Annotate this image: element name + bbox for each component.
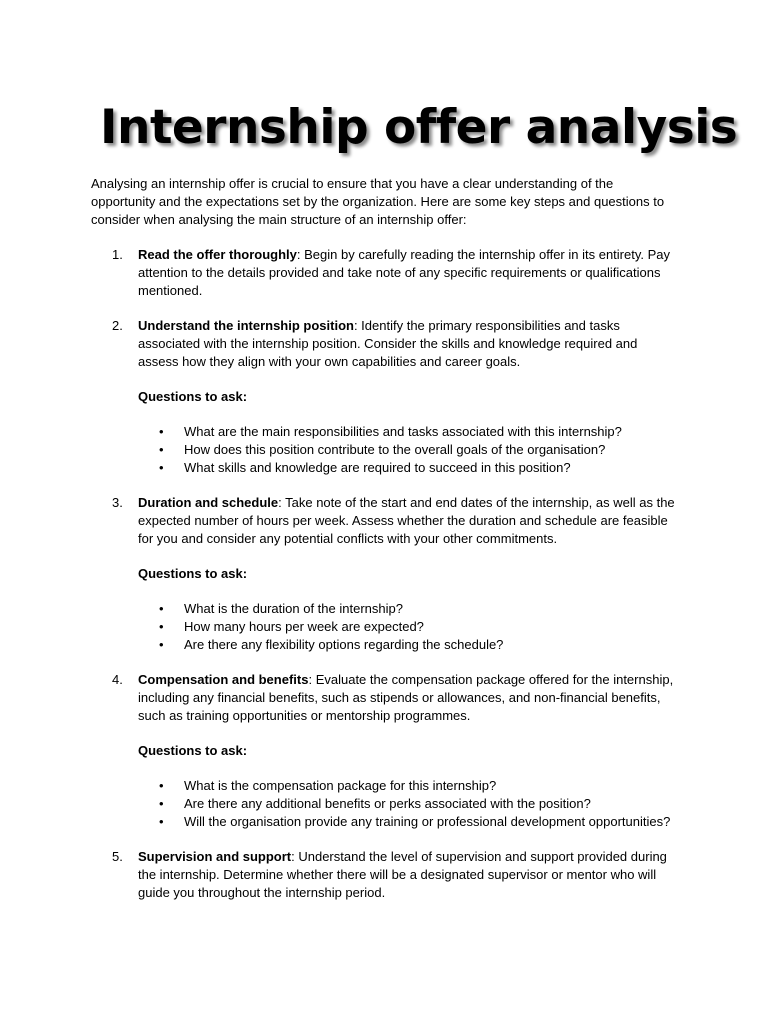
- question-text: How does this position contribute to the overall goals of the organisation?: [184, 442, 606, 457]
- question-item: [138, 813, 681, 831]
- step-item: [91, 246, 681, 300]
- step-title: Duration and schedule: [138, 495, 279, 510]
- step-title: Understand the internship position: [138, 318, 354, 333]
- question-item: [138, 636, 681, 654]
- question-item: [138, 777, 681, 795]
- question-text: Will the organisation provide any training or professional development opportunities?: [184, 814, 671, 829]
- bullet-icon: •: [159, 778, 164, 793]
- questions-heading: Questions to ask:: [138, 743, 248, 758]
- questions-heading: Questions to ask:: [138, 389, 248, 404]
- step-item: [91, 671, 681, 831]
- steps-list: [91, 246, 681, 902]
- bullet-icon: •: [159, 601, 164, 616]
- question-text: Are there any additional benefits or perks associated with the position?: [184, 796, 591, 811]
- question-text: What skills and knowledge are required to succeed in this position?: [184, 460, 571, 475]
- step-item: [91, 494, 681, 654]
- step-paragraph: [138, 317, 681, 371]
- step-number: 5.: [112, 849, 123, 864]
- bullet-icon: •: [159, 442, 164, 457]
- step-text: : Identify the primary responsibilities and tasks associated with the internship position. Consider the skills and knowledge required and assess how they align with your own capabilities and career goals.: [138, 318, 638, 369]
- step-number: 4.: [112, 672, 123, 687]
- intro-paragraph: Analysing an internship offer is crucial to ensure that you have a clear understanding of the opportunity and the expectations set by the organization. Here are some key steps and questions to consider when analysing the main structure of an internship offer:: [91, 176, 665, 227]
- bullet-icon: •: [159, 796, 164, 811]
- step-title: Compensation and benefits: [138, 672, 309, 687]
- step-title: Supervision and support: [138, 849, 292, 864]
- document-body: [91, 175, 681, 919]
- step-number: 3.: [112, 495, 123, 510]
- step-text: : Take note of the start and end dates of the internship, as well as the expected number of hours per week. Assess whether the duration and schedule are feasible for you and consider any potential conflicts with your other commitments.: [138, 495, 675, 546]
- step-paragraph: [138, 848, 681, 902]
- bullet-icon: •: [159, 424, 164, 439]
- step-number: 2.: [112, 318, 123, 333]
- step-title: Read the offer thoroughly: [138, 247, 297, 262]
- questions-heading: Questions to ask:: [138, 566, 248, 581]
- bullet-icon: •: [159, 814, 164, 829]
- bullet-icon: •: [159, 637, 164, 652]
- question-text: What are the main responsibilities and tasks associated with this internship?: [184, 424, 622, 439]
- step-paragraph: [138, 246, 681, 300]
- questions-list: [138, 423, 681, 477]
- step-number: 1.: [112, 247, 123, 262]
- question-text: What is the compensation package for this internship?: [184, 778, 497, 793]
- step-paragraph: [138, 494, 681, 548]
- question-item: [138, 423, 681, 441]
- question-item: [138, 600, 681, 618]
- question-text: How many hours per week are expected?: [184, 619, 424, 634]
- questions-list: [138, 777, 681, 831]
- question-item: [138, 618, 681, 636]
- question-text: Are there any flexibility options regarding the schedule?: [184, 637, 504, 652]
- question-text: What is the duration of the internship?: [184, 601, 403, 616]
- bullet-icon: •: [159, 460, 164, 475]
- step-text: : Understand the level of supervision and support provided during the internship. Determine whether there will be a designated supervisor or mentor who will guide you throughout the internship period.: [138, 849, 667, 900]
- question-item: [138, 795, 681, 813]
- document-title: Internship offer analysis: [100, 100, 738, 155]
- step-item: [91, 848, 681, 902]
- step-paragraph: [138, 671, 681, 725]
- step-item: [91, 317, 681, 477]
- questions-list: [138, 600, 681, 654]
- question-item: [138, 459, 681, 477]
- bullet-icon: •: [159, 619, 164, 634]
- step-text: : Begin by carefully reading the internship offer in its entirety. Pay attention to the details provided and take note of any specific requirements or qualifications mentioned.: [138, 247, 670, 298]
- question-item: [138, 441, 681, 459]
- step-text: : Evaluate the compensation package offered for the internship, including any financial benefits, such as stipends or allowances, and non-financial benefits, such as training opportunities or mentorship programmes.: [138, 672, 674, 723]
